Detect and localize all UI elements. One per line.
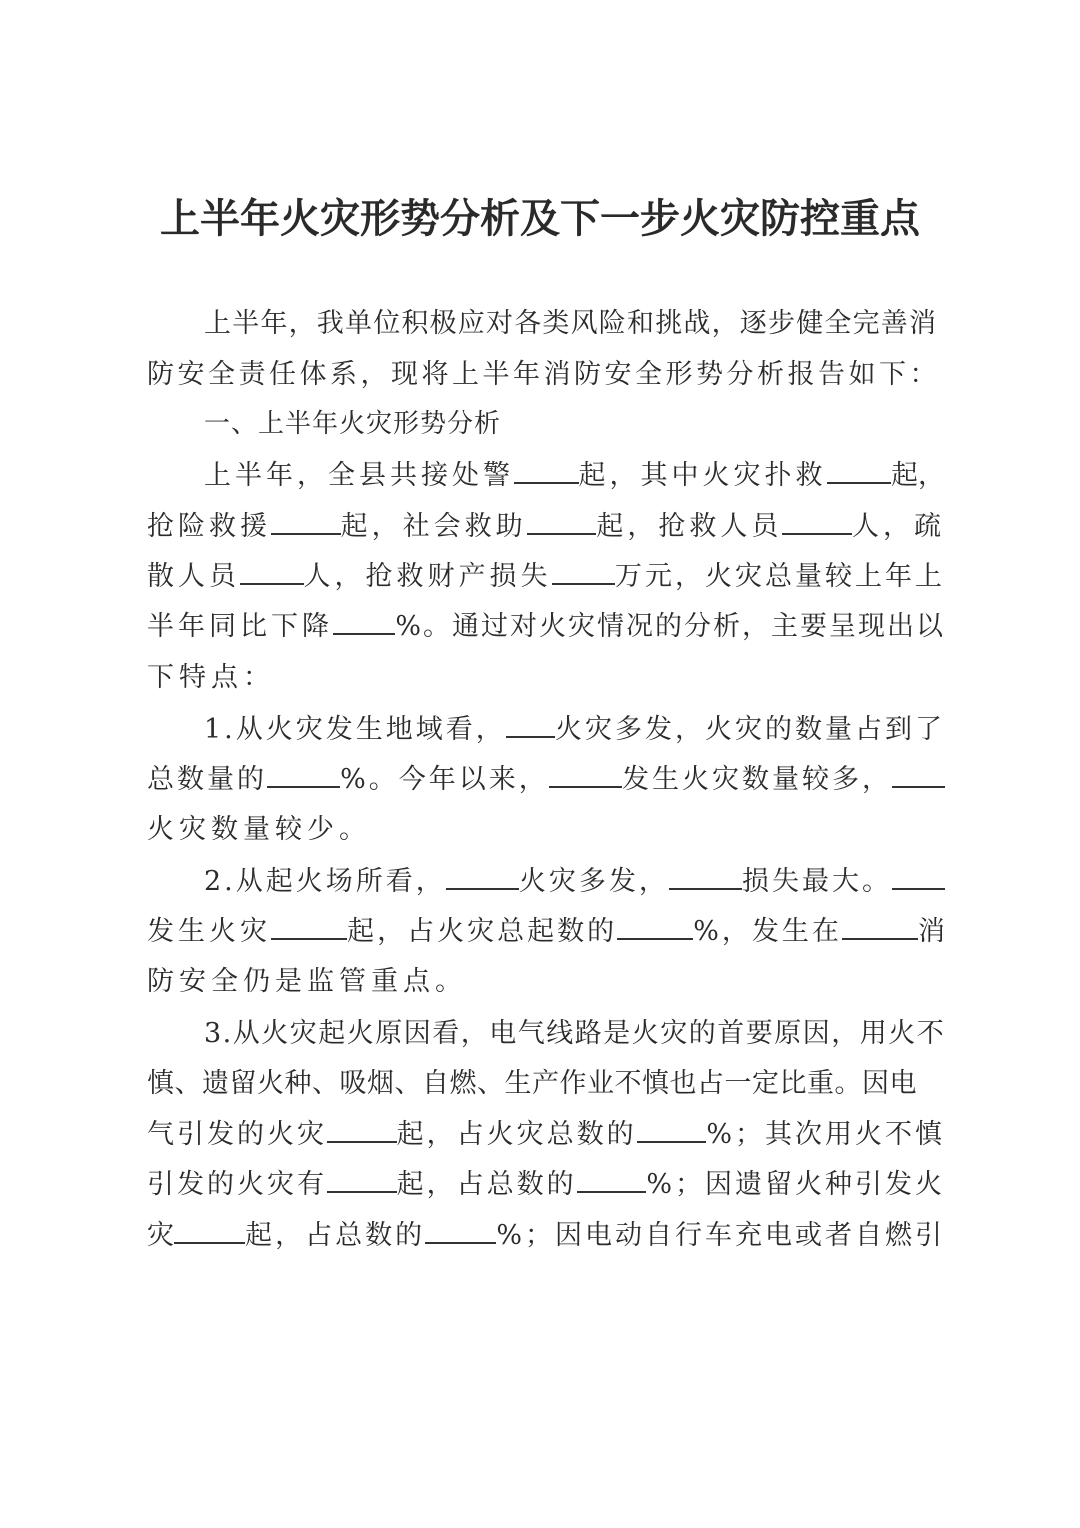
text-segment: 消	[917, 916, 945, 947]
text-segment: 火灾数量较少。	[147, 814, 371, 845]
text-segment: 发生火灾	[147, 916, 271, 947]
fill-blank[interactable]	[577, 1165, 647, 1193]
text-segment: %。今年以来，	[340, 764, 549, 795]
text-segment: 发生火灾数量较多，	[621, 764, 892, 795]
text-segment: 慎、遗留火种、吸烟、自燃、生产作业不慎也占一定比重。因电	[147, 1068, 917, 1099]
fill-blank[interactable]	[240, 557, 304, 585]
para1-line-3	[147, 557, 945, 597]
text-segment: 火灾多发，火灾的数量占到了	[555, 714, 945, 745]
item3-line-1	[204, 1014, 945, 1054]
fill-blank[interactable]	[174, 1216, 245, 1244]
item2-line-3	[147, 962, 945, 1002]
text-segment: 半年同比下降	[147, 611, 333, 642]
text-segment: 上半年，我单位积极应对各类风险和挑战，逐步健全完善消	[204, 308, 938, 339]
fill-blank[interactable]	[267, 760, 340, 788]
text-segment: 起，抢救人员	[596, 511, 783, 542]
item3-line-4	[147, 1165, 945, 1205]
fill-blank[interactable]	[327, 1165, 397, 1193]
text-segment: 气引发的火灾	[147, 1119, 327, 1150]
fill-blank[interactable]	[827, 456, 892, 484]
item2-line-1	[204, 862, 945, 902]
text-segment: 下特点：	[147, 662, 275, 693]
text-segment: 上半年，全县共接处警	[204, 460, 514, 491]
para1-line-2	[147, 507, 945, 547]
fill-blank[interactable]	[527, 507, 597, 535]
item3-line-3	[147, 1115, 945, 1155]
fill-blank[interactable]	[892, 862, 945, 890]
para1-line-5	[147, 658, 945, 698]
text-segment: 火灾多发，	[518, 866, 669, 897]
text-segment: 人，疏	[852, 511, 946, 542]
text-segment: 万元，火灾总量较上年上	[615, 561, 945, 592]
text-segment: 抢险救援	[147, 511, 271, 542]
text-segment: 灾	[147, 1220, 174, 1251]
item2-line-2	[147, 912, 945, 952]
text-segment: 起，占火灾总数的	[396, 1119, 637, 1150]
item3-line-5	[147, 1216, 945, 1256]
text-segment: 起，占火灾总起数的	[347, 916, 618, 947]
document-title: 上半年火灾形势分析及下一步火灾防控重点	[160, 196, 920, 242]
fill-blank[interactable]	[637, 1115, 707, 1143]
text-segment: %。通过对火灾情况的分析，主要呈现出以	[395, 611, 945, 642]
item1-line-2	[147, 760, 945, 800]
text-segment: 损失最大。	[741, 866, 892, 897]
text-segment: %，发生在	[693, 916, 842, 947]
text-segment: %；其次用火不慎	[706, 1119, 945, 1150]
fill-blank[interactable]	[506, 710, 555, 738]
text-segment: 起，占总数的	[245, 1220, 426, 1251]
fill-blank[interactable]	[425, 1216, 496, 1244]
para1-line-4	[147, 607, 945, 647]
text-segment: 起，其中火灾扑救	[578, 460, 827, 491]
section-heading: 一、上半年火灾形势分析	[204, 409, 502, 439]
text-segment: 起，社会救助	[340, 511, 527, 542]
item1-line-1	[204, 710, 945, 750]
text-segment: 防安全仍是监管重点。	[147, 966, 467, 997]
text-segment: 2.从起火场所看，	[204, 866, 446, 897]
text-segment: %；因遗留火种引发火	[646, 1169, 945, 1200]
item3-line-2	[147, 1064, 945, 1104]
text-segment: 人，抢救财产损失	[303, 561, 552, 592]
text-segment: 引发的火灾有	[147, 1169, 327, 1200]
fill-blank[interactable]	[271, 912, 347, 940]
fill-blank[interactable]	[842, 912, 918, 940]
fill-blank[interactable]	[892, 760, 945, 788]
intro-line-2	[147, 355, 945, 395]
fill-blank[interactable]	[446, 862, 519, 890]
item1-line-3	[147, 810, 945, 850]
fill-blank[interactable]	[552, 557, 616, 585]
text-segment: 3.从火灾起火原因看，电气线路是火灾的首要原因，用火不	[204, 1018, 946, 1049]
text-segment: 散人员	[147, 561, 240, 592]
fill-blank[interactable]	[782, 507, 852, 535]
fill-blank[interactable]	[514, 456, 579, 484]
text-segment: 总数量的	[147, 764, 267, 795]
text-segment: 起，	[891, 460, 945, 491]
text-segment: 1.从火灾发生地域看，	[204, 714, 506, 745]
fill-blank[interactable]	[333, 607, 395, 635]
fill-blank[interactable]	[549, 760, 622, 788]
text-segment: 防安全责任体系，现将上半年消防安全形势分析报告如下：	[147, 359, 940, 390]
fill-blank[interactable]	[327, 1115, 397, 1143]
intro-line-1	[204, 304, 945, 344]
text-segment: 起，占总数的	[396, 1169, 577, 1200]
fill-blank[interactable]	[617, 912, 693, 940]
text-segment: %；因电动自行车充电或者自燃引	[496, 1220, 945, 1251]
fill-blank[interactable]	[271, 507, 341, 535]
fill-blank[interactable]	[669, 862, 742, 890]
para1-line-1	[204, 456, 945, 496]
